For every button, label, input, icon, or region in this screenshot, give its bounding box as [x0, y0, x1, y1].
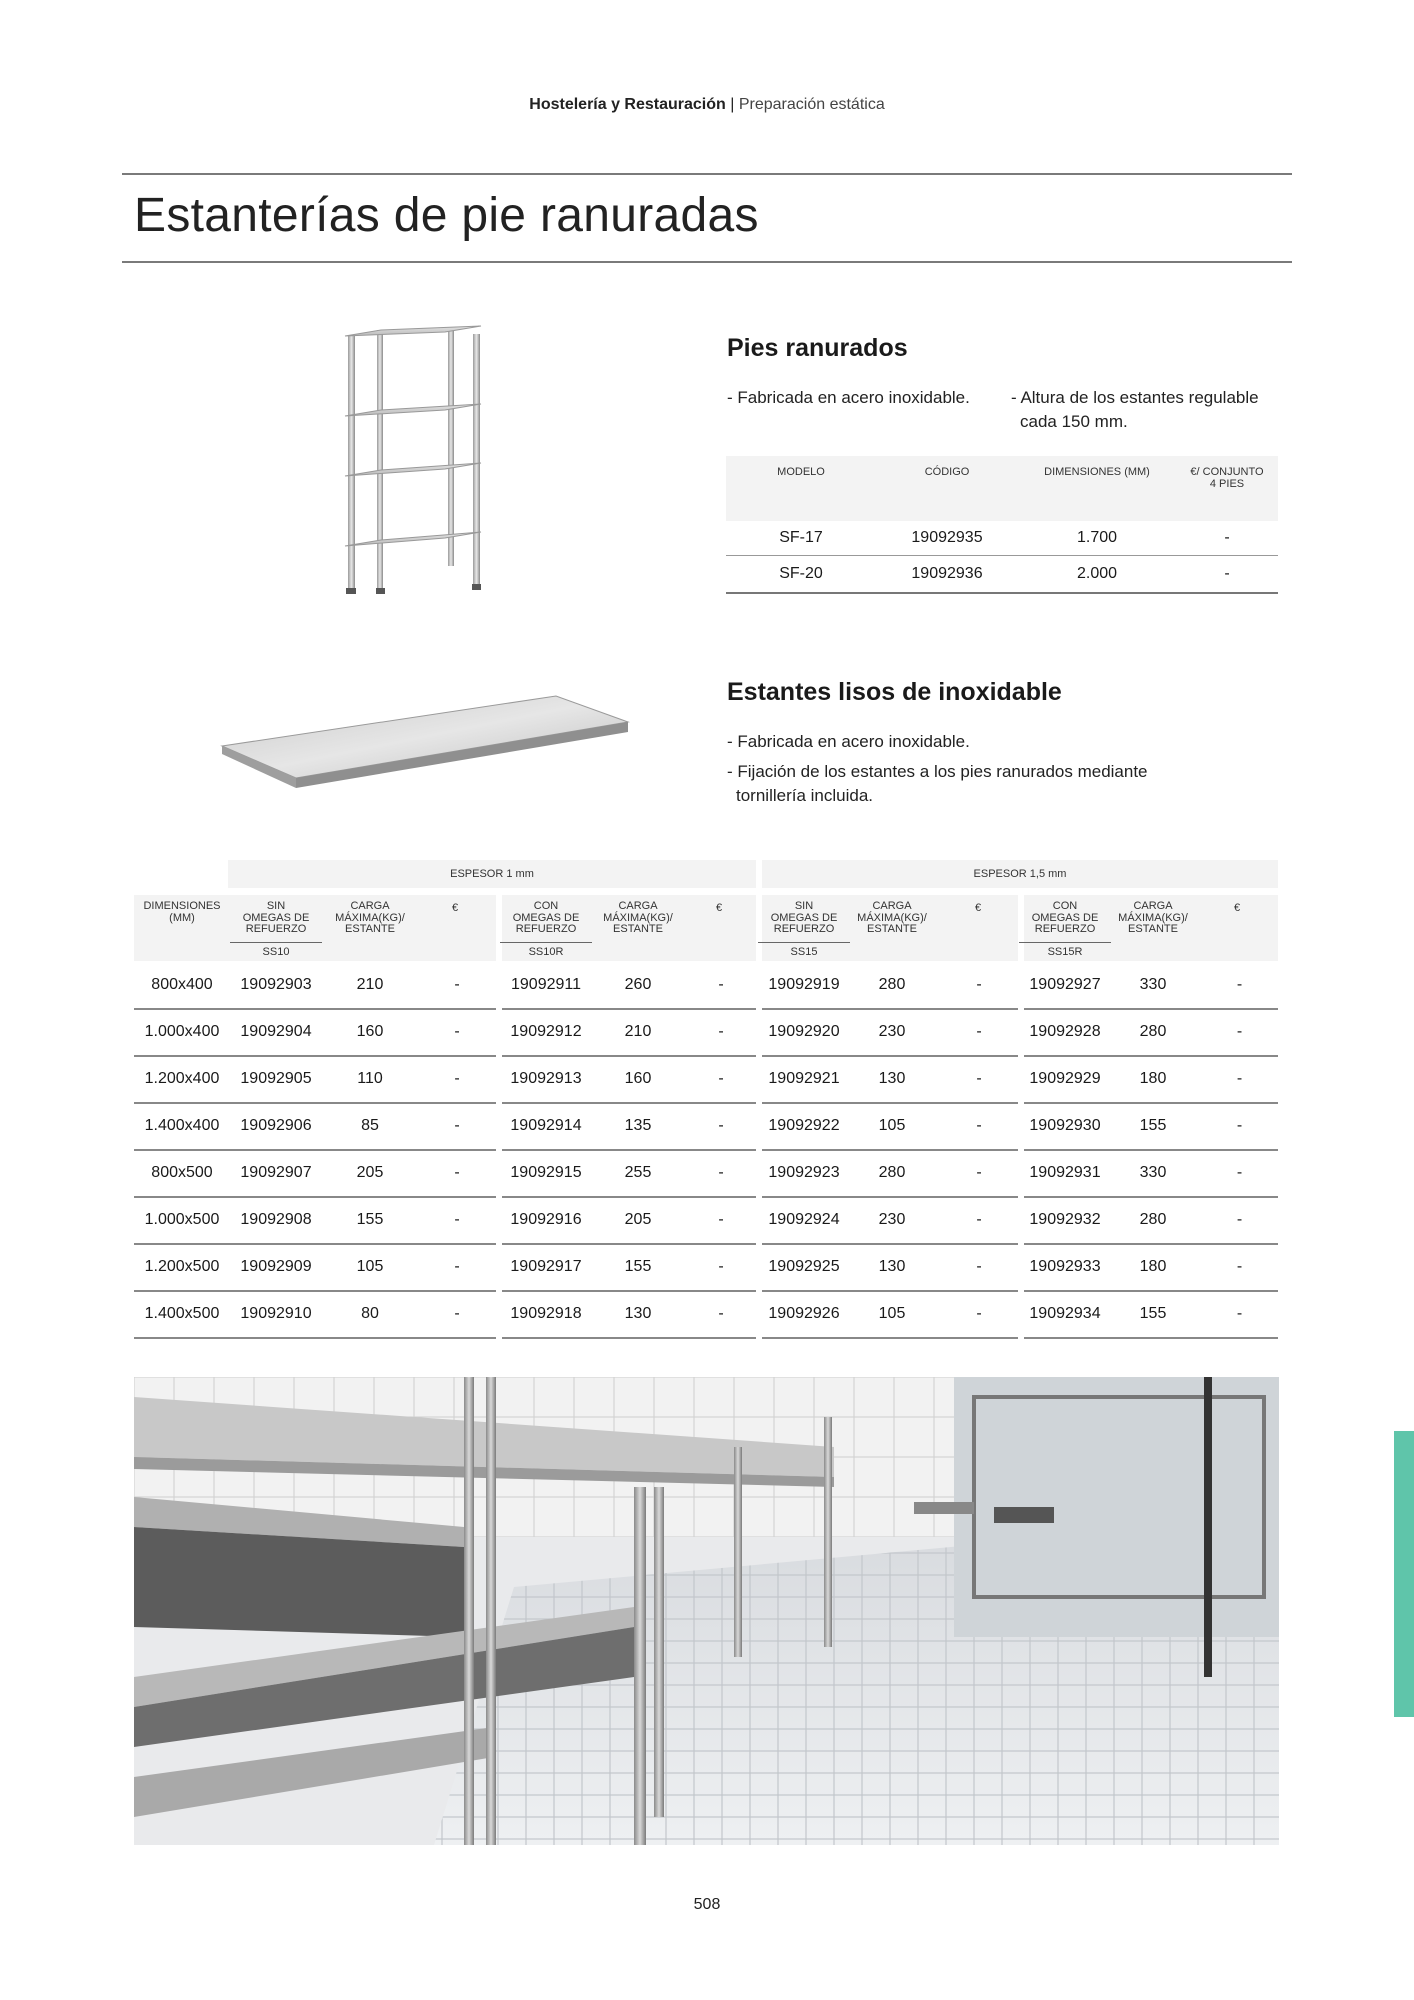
header-dimensiones: DIMENSIONES (MM) — [1018, 456, 1176, 521]
cell-price: - — [718, 1117, 724, 1134]
cell-price: - — [454, 1117, 460, 1134]
header-carga-line-3: ESTANTE — [1128, 923, 1178, 935]
pies-title: Pies ranurados — [727, 334, 908, 362]
header-carga-line-3: ESTANTE — [867, 923, 917, 935]
cell-load: 105 — [878, 1117, 906, 1134]
ref-line — [230, 942, 322, 943]
row-divider — [502, 1149, 756, 1151]
cell-code: 19092932 — [1029, 1211, 1101, 1228]
cell-dimension: 1.400x400 — [144, 1117, 220, 1134]
cell-dimension: 800x400 — [151, 976, 213, 993]
estantes-bullet-2: - Fijación de los estantes a los pies ranurados mediante — [727, 762, 1148, 781]
ref-code-ss15r: SS15R — [1047, 946, 1083, 958]
cell-code: 19092933 — [1029, 1258, 1101, 1275]
header-sin-line-1: SIN — [266, 900, 286, 912]
cell-price: - — [718, 1023, 724, 1040]
section-tab — [1394, 1431, 1414, 1717]
header-precio-line-1: €/ CONJUNTO — [1190, 466, 1264, 478]
cell-code: 19092907 — [240, 1164, 312, 1181]
header-sin-line-3: REFUERZO — [245, 923, 307, 935]
cell-price: - — [454, 976, 460, 993]
cell-price: - — [718, 1070, 724, 1087]
cell-price: - — [718, 1164, 724, 1181]
cell-load: 180 — [1139, 1070, 1167, 1087]
header-carga-line-1: CARGA — [618, 900, 658, 912]
estantes-title: Estantes lisos de inoxidable — [727, 678, 1062, 706]
cell-code: 19092931 — [1029, 1164, 1101, 1181]
ref-code-ss10r: SS10R — [528, 946, 564, 958]
cell-code: 19092908 — [240, 1211, 312, 1228]
row-divider — [762, 1243, 1018, 1245]
pies-bullet-2: - Altura de los estantes regulable — [1011, 388, 1259, 407]
row-divider — [762, 1008, 1018, 1010]
cell-price: - — [454, 1305, 460, 1322]
cell-load: 155 — [1139, 1305, 1167, 1322]
estantes-bullet-2-cont: tornillería incluida. — [736, 786, 874, 805]
cell-load: 135 — [624, 1117, 652, 1134]
cell-code: 19092924 — [768, 1211, 840, 1228]
cell-load: 280 — [1139, 1023, 1167, 1040]
ref-line — [1019, 942, 1111, 943]
cell-price: - — [976, 1070, 982, 1087]
header-precio — [1176, 456, 1278, 521]
cell-price: - — [976, 976, 982, 993]
cell-code: 19092934 — [1029, 1305, 1101, 1322]
header-euro: € — [1233, 902, 1241, 914]
row-divider — [762, 1337, 1018, 1339]
cell-load: 105 — [878, 1305, 906, 1322]
row-divider — [134, 1102, 496, 1104]
header-con-line-3: REFUERZO — [1034, 923, 1096, 935]
header-codigo: CÓDIGO — [876, 456, 1018, 521]
cell-code: 19092904 — [240, 1023, 312, 1040]
ref-code-ss10: SS10 — [262, 946, 290, 958]
row-divider — [1024, 1196, 1278, 1198]
cell-code: 19092919 — [768, 976, 840, 993]
header-euro: € — [451, 902, 459, 914]
table-row — [726, 556, 1278, 594]
cell-code: 19092906 — [240, 1117, 312, 1134]
cell-load: 130 — [624, 1305, 652, 1322]
cell-load: 205 — [356, 1164, 384, 1181]
cell-load: 85 — [361, 1117, 379, 1134]
row-divider — [502, 1008, 756, 1010]
cell-price: - — [454, 1211, 460, 1228]
cell-price: - — [1236, 1117, 1243, 1134]
row-divider — [502, 1196, 756, 1198]
row-divider — [1024, 1055, 1278, 1057]
cell-price: - — [1236, 1258, 1243, 1275]
cell-load: 280 — [878, 1164, 906, 1181]
running-header — [0, 96, 1414, 114]
cell-load: 330 — [1139, 976, 1167, 993]
cell-price: - — [976, 1211, 982, 1228]
cell-load: 230 — [878, 1023, 906, 1040]
cell-code: 19092903 — [240, 976, 312, 993]
cell-code: 19092915 — [510, 1164, 582, 1181]
row-divider — [134, 1008, 496, 1010]
cell-load: 160 — [624, 1070, 652, 1087]
cell-price: - — [718, 1258, 724, 1275]
title-bottom-rule — [122, 261, 1292, 263]
cell-price: - — [1236, 1023, 1243, 1040]
cell-code: 19092930 — [1029, 1117, 1101, 1134]
cell-dimensiones: 2.000 — [1018, 556, 1176, 594]
cell-code: 19092929 — [1029, 1070, 1101, 1087]
rack-image — [295, 318, 531, 608]
cell-load: 180 — [1139, 1258, 1167, 1275]
cell-code: 19092910 — [240, 1305, 312, 1322]
table-row — [726, 521, 1278, 556]
cell-price: - — [454, 1070, 460, 1087]
cell-dimension: 1.200x400 — [144, 1070, 220, 1087]
row-divider — [1024, 1243, 1278, 1245]
page-number: 508 — [693, 1896, 721, 1913]
row-divider — [762, 1055, 1018, 1057]
header-sin-line-2: OMEGAS DE — [242, 911, 310, 924]
header-carga — [322, 901, 418, 936]
cell-modelo: SF-17 — [726, 521, 876, 556]
cell-load: 255 — [624, 1164, 652, 1181]
row-divider — [502, 1102, 756, 1104]
cell-dimensiones: 1.700 — [1018, 521, 1176, 556]
row-divider — [502, 1055, 756, 1057]
cell-load: 130 — [878, 1258, 906, 1275]
header-con-line-1: CON — [533, 900, 559, 912]
group-espesor-1-5: ESPESOR 1,5 mm — [762, 860, 1278, 888]
row-divider — [134, 1243, 496, 1245]
row-divider — [134, 1149, 496, 1151]
page-title: Estanterías de pie ranuradas — [134, 189, 759, 242]
cell-code: 19092922 — [768, 1117, 840, 1134]
header-carga-line-2: MÁXIMA(KG)/ — [335, 911, 405, 924]
cell-price: - — [976, 1023, 982, 1040]
ref-code-ss15: SS15 — [790, 946, 818, 958]
cell-dimension: 800x500 — [151, 1164, 213, 1181]
cell-price: - — [976, 1258, 982, 1275]
cell-price: - — [454, 1164, 460, 1181]
cell-load: 105 — [356, 1258, 384, 1275]
cell-code: 19092912 — [510, 1023, 582, 1040]
cell-code: 19092911 — [511, 976, 581, 993]
header-con-line-2: OMEGAS DE — [1031, 911, 1099, 924]
row-divider — [134, 1055, 496, 1057]
cell-dimension: 1.000x400 — [144, 1023, 220, 1040]
header-section: Hostelería y Restauración — [529, 96, 726, 113]
row-divider — [502, 1243, 756, 1245]
header-sin-line-3: REFUERZO — [773, 923, 835, 935]
cell-code: 19092909 — [240, 1258, 312, 1275]
cell-load: 230 — [878, 1211, 906, 1228]
row-divider — [1024, 1008, 1278, 1010]
row-divider — [1024, 1149, 1278, 1151]
ref-line — [500, 942, 592, 943]
row-divider — [762, 1102, 1018, 1104]
header-subsection: Preparación estática — [738, 96, 885, 113]
cell-load: 280 — [878, 976, 906, 993]
cell-code: 19092925 — [768, 1258, 840, 1275]
cell-precio: - — [1176, 521, 1278, 556]
pies-bullet-1: - Fabricada en acero inoxidable. — [727, 388, 970, 407]
header-con-line-1: CON — [1052, 900, 1078, 912]
cell-code: 19092927 — [1029, 976, 1101, 993]
header-carga — [1105, 901, 1201, 936]
cell-code: 19092916 — [510, 1211, 582, 1228]
cell-load: 210 — [624, 1023, 652, 1040]
cell-price: - — [1236, 976, 1243, 993]
header-carga-line-1: CARGA — [872, 900, 912, 912]
cell-load: 280 — [1139, 1211, 1167, 1228]
cell-load: 160 — [356, 1023, 384, 1040]
row-divider — [502, 1290, 756, 1292]
row-divider — [1024, 1102, 1278, 1104]
kitchen-photo — [134, 1377, 1279, 1845]
shelf-image — [216, 692, 634, 806]
cell-load: 80 — [361, 1305, 379, 1322]
cell-price: - — [1236, 1164, 1243, 1181]
header-euro: € — [715, 902, 723, 914]
header-carga-line-1: CARGA — [1133, 900, 1173, 912]
group-espesor-1: ESPESOR 1 mm — [228, 860, 756, 888]
cell-code: 19092917 — [510, 1258, 582, 1275]
cell-modelo: SF-20 — [726, 556, 876, 594]
header-carga-line-2: MÁXIMA(KG)/ — [1118, 911, 1188, 924]
pies-bullet-2-cont: cada 150 mm. — [1020, 412, 1128, 431]
header-dimensiones-line-2: (MM) — [169, 911, 195, 924]
header-separator: | — [730, 96, 735, 113]
cell-price: - — [454, 1023, 460, 1040]
cell-price: - — [718, 1305, 724, 1322]
cell-load: 260 — [624, 976, 652, 993]
row-divider — [502, 1337, 756, 1339]
cell-code: 19092928 — [1029, 1023, 1101, 1040]
cell-load: 210 — [356, 976, 384, 993]
header-sin-line-2: OMEGAS DE — [770, 911, 838, 924]
header-dimensiones-line-1: DIMENSIONES — [143, 900, 221, 912]
header-carga-line-3: ESTANTE — [345, 923, 395, 935]
header-carga-line-2: MÁXIMA(KG)/ — [603, 911, 673, 924]
cell-dimension: 1.400x500 — [144, 1305, 220, 1322]
cell-load: 330 — [1139, 1164, 1167, 1181]
cell-codigo: 19092936 — [876, 556, 1018, 594]
row-divider — [762, 1290, 1018, 1292]
row-divider — [1024, 1337, 1278, 1339]
header-carga — [590, 901, 686, 936]
cell-codigo: 19092935 — [876, 521, 1018, 556]
pies-table-header — [726, 456, 1278, 521]
cell-price: - — [1236, 1070, 1243, 1087]
cell-price: - — [976, 1164, 982, 1181]
header-modelo: MODELO — [726, 456, 876, 521]
row-divider — [134, 1196, 496, 1198]
cell-price: - — [976, 1117, 982, 1134]
title-top-rule — [122, 173, 1292, 175]
cell-load: 155 — [624, 1258, 652, 1275]
header-carga-line-3: ESTANTE — [613, 923, 663, 935]
row-divider — [762, 1149, 1018, 1151]
row-divider — [762, 1196, 1018, 1198]
cell-code: 19092920 — [768, 1023, 840, 1040]
row-divider — [134, 1290, 496, 1292]
header-carga-line-2: MÁXIMA(KG)/ — [857, 911, 927, 924]
cell-load: 130 — [878, 1070, 906, 1087]
ref-line — [758, 942, 850, 943]
header-carga-line-1: CARGA — [350, 900, 390, 912]
cell-precio: - — [1176, 556, 1278, 594]
cell-price: - — [718, 976, 724, 993]
estantes-bullet-1: - Fabricada en acero inoxidable. — [727, 732, 970, 751]
cell-code: 19092926 — [768, 1305, 840, 1322]
pies-table — [726, 456, 1278, 594]
header-con-omegas — [1019, 901, 1111, 936]
header-sin-omegas — [230, 901, 322, 936]
cell-code: 19092923 — [768, 1164, 840, 1181]
header-con-line-2: OMEGAS DE — [512, 911, 580, 924]
cell-price: - — [718, 1211, 724, 1228]
header-con-omegas — [500, 901, 592, 936]
header-con-line-3: REFUERZO — [515, 923, 577, 935]
cell-price: - — [1236, 1211, 1243, 1228]
cell-code: 19092905 — [240, 1070, 312, 1087]
header-precio-line-2: 4 PIES — [1209, 478, 1245, 490]
cell-code: 19092918 — [510, 1305, 582, 1322]
cell-code: 19092921 — [768, 1070, 840, 1087]
header-sin-omegas — [758, 901, 850, 936]
cell-code: 19092913 — [510, 1070, 582, 1087]
header-euro: € — [974, 902, 982, 914]
cell-load: 155 — [356, 1211, 384, 1228]
cell-price: - — [1236, 1305, 1243, 1322]
header-carga — [844, 901, 940, 936]
cell-code: 19092914 — [510, 1117, 582, 1134]
header-sin-line-1: SIN — [794, 900, 814, 912]
cell-load: 155 — [1139, 1117, 1167, 1134]
cell-dimension: 1.200x500 — [144, 1258, 220, 1275]
cell-price: - — [976, 1305, 982, 1322]
row-divider — [1024, 1290, 1278, 1292]
cell-dimension: 1.000x500 — [144, 1211, 220, 1228]
cell-load: 205 — [624, 1211, 652, 1228]
cell-load: 110 — [357, 1070, 383, 1087]
header-dimensiones — [134, 901, 230, 924]
row-divider — [134, 1337, 496, 1339]
cell-price: - — [454, 1258, 460, 1275]
